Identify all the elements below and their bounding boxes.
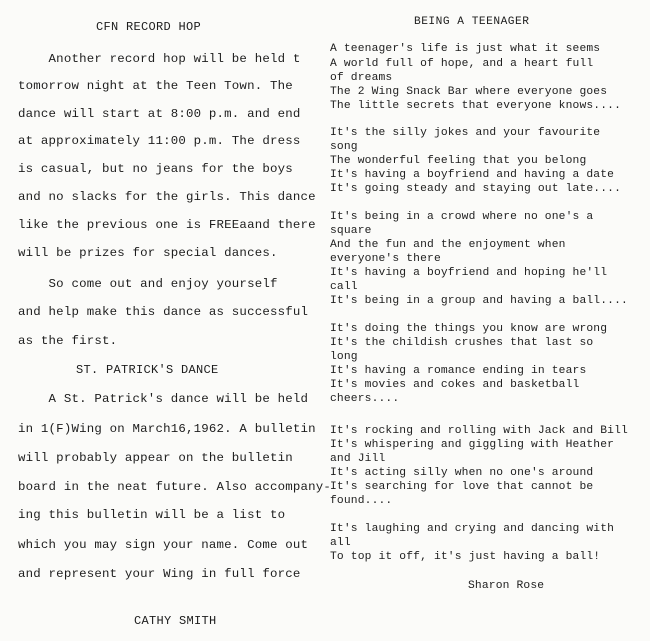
record-hop-line: dance will start at 8:00 p.m. and end — [18, 107, 301, 121]
poem-line: It's being in a crowd where no one's a — [330, 211, 594, 223]
st-patricks-title: ST. PATRICK'S DANCE — [76, 363, 219, 377]
st-patricks-line: and represent your Wing in full force — [18, 567, 301, 581]
st-patricks-line: which you may sign your name. Come out — [18, 538, 309, 552]
poem-line: and Jill — [330, 453, 386, 465]
record-hop-line: will be prizes for special dances. — [18, 246, 278, 260]
poem-line: call — [330, 281, 358, 293]
poem-line: It's having a romance ending in tears — [330, 365, 587, 377]
record-hop-line: at approximately 11:00 p.m. The dress — [18, 134, 301, 148]
record-hop-line: tomorrow night at the Teen Town. The — [18, 79, 293, 93]
st-patricks-line: will probably appear on the bulletin — [18, 451, 293, 465]
poem-line: To top it off, it's just having a ball! — [330, 551, 601, 563]
record-hop-line: and no slacks for the girls. This dance — [18, 190, 316, 204]
poem-line: A world full of hope, and a heart full — [330, 58, 594, 70]
poem-line: It's acting silly when no one's around — [330, 467, 594, 479]
poem-line: everyone's there — [330, 253, 441, 265]
poem-line: It's being in a group and having a ball.... — [330, 295, 628, 307]
poem-line: It's whispering and giggling with Heather — [330, 439, 615, 451]
st-patricks-line: in 1(F)Wing on March16,1962. A bulletin — [18, 422, 316, 436]
poem-line: It's the silly jokes and your favourite — [330, 127, 601, 139]
st-patricks-line: board in the neat future. Also accompany- — [18, 480, 332, 494]
poem-line: square — [330, 225, 372, 237]
poem-line: all — [330, 537, 351, 549]
poem-line: found.... — [330, 495, 393, 507]
signature-cathy-smith: CATHY SMITH — [134, 614, 217, 628]
poem-line: A teenager's life is just what it seems — [330, 43, 601, 55]
record-hop-line: and help make this dance as successful — [18, 305, 309, 319]
poem-line: And the fun and the enjoyment when — [330, 239, 566, 251]
record-hop-line: Another record hop will be held t — [18, 52, 301, 66]
poem-line: It's going steady and staying out late.... — [330, 183, 622, 195]
poem-line: of dreams — [330, 72, 393, 84]
poem-line: The 2 Wing Snack Bar where everyone goes — [330, 86, 608, 98]
record-hop-line: as the first. — [18, 334, 118, 348]
poem-line: long — [330, 351, 358, 363]
record-hop-line: So come out and enjoy yourself — [18, 277, 278, 291]
poem-line: It's laughing and crying and dancing with — [330, 523, 615, 535]
record-hop-line: like the previous one is FREEaand there — [18, 218, 316, 232]
st-patricks-line: A St. Patrick's dance will be held — [18, 392, 309, 406]
poem-line: It's doing the things you know are wrong — [330, 323, 608, 335]
poem-line: song — [330, 141, 358, 153]
st-patricks-line: ing this bulletin will be a list to — [18, 508, 286, 522]
poem-line: It's having a boyfriend and having a date — [330, 169, 615, 181]
poem-title: BEING A TEENAGER — [414, 16, 530, 28]
record-hop-line: is casual, but no jeans for the boys — [18, 162, 293, 176]
poem-line: It's rocking and rolling with Jack and Bill — [330, 425, 628, 437]
signature-sharon-rose: Sharon Rose — [468, 580, 545, 592]
record-hop-title: CFN RECORD HOP — [96, 20, 202, 34]
poem-line: It's having a boyfriend and hoping he'll — [330, 267, 608, 279]
poem-line: The wonderful feeling that you belong — [330, 155, 587, 167]
poem-line: It's movies and cokes and basketball — [330, 379, 580, 391]
poem-line: It's searching for love that cannot be — [330, 481, 594, 493]
poem-line: It's the childish crushes that last so — [330, 337, 594, 349]
poem-line: The little secrets that everyone knows.... — [330, 100, 622, 112]
poem-line: cheers.... — [330, 393, 400, 405]
